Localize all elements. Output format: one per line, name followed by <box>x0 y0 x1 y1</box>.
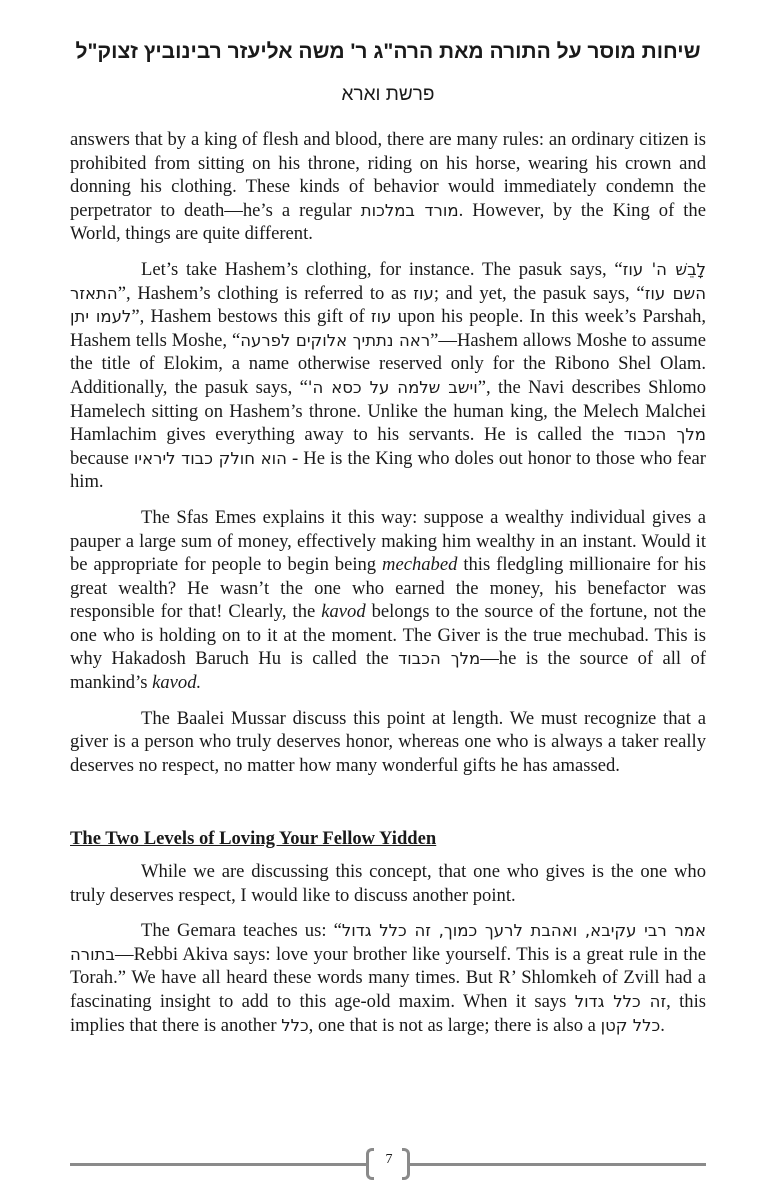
hebrew-text: הוא חולק כבוד ליראיו <box>133 448 287 468</box>
text-run: ”, Hashem’s clothing is referred to as <box>117 282 414 304</box>
hebrew-text: כלל קטן <box>600 1015 661 1035</box>
paragraph <box>70 128 706 246</box>
section-heading: The Two Levels of Loving Your Fellow Yidden <box>70 828 437 850</box>
footer-rule-right <box>410 1163 706 1166</box>
text-run: The Sfas Emes explains it this way: suppose a wealthy individual gives a pauper a large sum of money, effectively making him wealthy in an instant. Would it be appropriate for people to begin being <box>70 506 706 576</box>
italic-text: kavod <box>321 601 366 623</box>
paragraph <box>70 258 706 494</box>
text-run: answers that by a king of flesh and blood, there are many rules: an ordinary citizen is prohibited from sitting on his throne, riding on his horse, wearing his crown and donning his clothing. These kinds of behavior would immediately condemn the perpetrator to death—he’s a regular <box>70 129 706 221</box>
hebrew-text: מלך הכבוד <box>623 425 706 445</box>
text-run: belongs to the source of the fortune, not the one who is holding on to it at the moment. The Giver is the true mechubad. This is why Hakadosh Baruch Hu is called the <box>70 601 706 670</box>
text-run: . <box>660 1014 665 1036</box>
text-run: , this implies that there is another <box>70 991 706 1036</box>
page-number-bracket-right <box>402 1148 410 1180</box>
page-body <box>70 128 706 1049</box>
text-run: While we are discussing this concept, that one who gives is the one who truly deserves respect, I would like to discuss another point. <box>70 861 706 906</box>
text-run: ”, the Navi describes Shlomo Hamelech sitting on Hashem’s throne. Unlike the human king, the Melech Malchei Hamlachim gives everything away to his servants. He is called the <box>70 376 707 446</box>
page-number-bracket-left <box>366 1148 374 1180</box>
paragraph <box>70 506 706 695</box>
text-run: because <box>70 447 134 469</box>
text-run: upon his people. In this week’s Parshah, Hashem tells Moshe, “ <box>70 306 707 351</box>
hebrew-text: אמר רבי עקיבא, ואהבת לרעך כמוך, זה כלל גדול בתורה <box>70 921 706 964</box>
paragraphs-before <box>70 128 706 777</box>
page-number: 7 <box>385 1152 393 1167</box>
text-run: this fledgling millionaire for his great wealth? He wasn’t the one who earned the money, his benefactor was responsible for that! Clearly, the <box>70 554 706 623</box>
text-run: , one that is not as large; there is also a <box>308 1014 601 1036</box>
hebrew-text: ראה נתתיך אלוקים לפרעה <box>240 330 431 350</box>
hebrew-text: עוז <box>413 283 434 303</box>
text-run: ”—Hashem allows Moshe to assume the title of Elokim, a name otherwise reserved only for the Ribono Shel Olam. Additionally, the pasuk says, “ <box>70 329 706 398</box>
hebrew-text: וישב שלמה על כסא ה' <box>307 377 478 397</box>
text-run: ”, Hashem bestows this gift of <box>131 306 371 328</box>
hebrew-text: עוז <box>370 307 392 327</box>
text-run: . However, by the King of the World, things are quite different. <box>70 199 706 245</box>
text-run: —Rebbi Akiva says: love your brother like yourself. This is a great rule in the Torah.” We have all heard these words many times. But R’ Shlomkeh of Zvill had a fascinating insight to add to this age-old maxim. When it says <box>70 943 706 1012</box>
hebrew-text: מורד במלכות <box>360 200 459 220</box>
text-run: ; and yet, the pasuk says, “ <box>433 282 645 304</box>
paragraphs-after <box>70 860 706 1037</box>
hebrew-text: השם עוז לעמו יתן <box>70 283 706 327</box>
paragraph <box>70 707 706 778</box>
text-run: The Gemara teaches us: “ <box>141 920 342 942</box>
text-run: Let’s take Hashem’s clothing, for instance. The pasuk says, “ <box>141 258 623 280</box>
italic-text: mechabed <box>382 554 458 576</box>
paragraph <box>70 919 706 1037</box>
hebrew-text: לָבֵשׁ ה' עוז התאזר <box>70 259 706 303</box>
paragraph <box>70 860 706 907</box>
italic-text: kavod. <box>152 672 202 694</box>
hebrew-text: מלך הכבוד <box>398 649 481 669</box>
footer-rule-left <box>70 1163 366 1166</box>
running-header-title: שיחות מוסר על התורה מאת הרה"ג ר' משה אליעזר רבינוביץ זצוק"ל <box>75 40 701 63</box>
text-run: The Baalei Mussar discuss this point at length. We must recognize that a giver is a person who truly deserves honor, whereas one who is always a taker really deserves no respect, no matter how many wonderful gifts he has amassed. <box>70 707 706 776</box>
running-header-parsha: פרשת וארא <box>341 84 435 105</box>
text-run: - He is the King who doles out honor to those who fear him. <box>70 447 707 493</box>
hebrew-text: זה כלל גדול <box>574 992 667 1011</box>
hebrew-text: כלל <box>281 1015 309 1035</box>
text-run: —he is the source of all of mankind’s <box>70 648 706 694</box>
